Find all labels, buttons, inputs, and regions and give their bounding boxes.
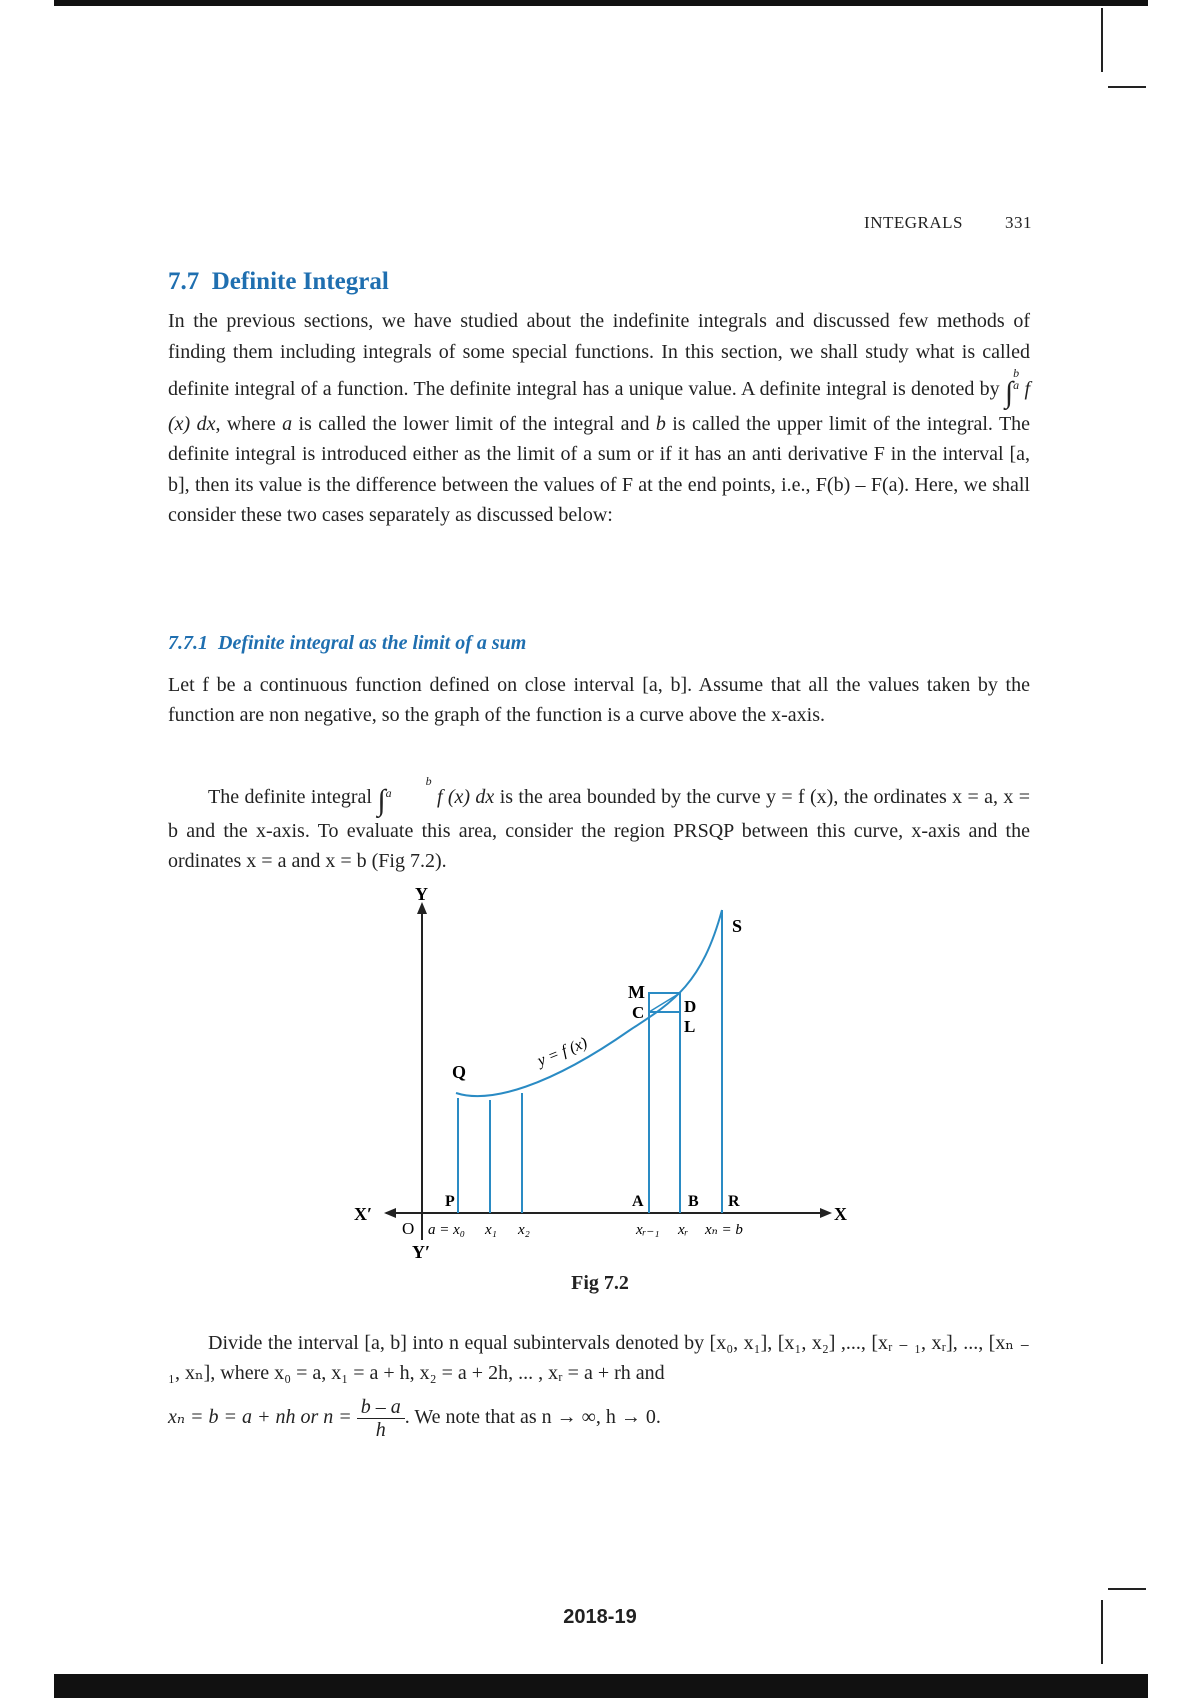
para1-text1: In the previous sections, we have studied about the indefinite integrals and discussed few methods of finding them including integrals of some special functions. In this section, we shall study what is called definite integral of a function. The definite integral has a unique value. A definite integral is denoted by bbox=[168, 310, 1030, 400]
crop-mark-top-horizontal bbox=[1108, 86, 1146, 88]
para1-text4: is called the upper limit of the integral. The definite integral is introduced either as the limit of a sum or if it has an anti derivative F in the interval [a, b], then its value is the difference between the values of F at the end points, i.e., F(b) – F(a). Here, we shall consider these two cases separately as discussed below: bbox=[168, 412, 1031, 526]
label-y-neg: Y′ bbox=[412, 1242, 431, 1258]
label-L: L bbox=[684, 1017, 696, 1036]
subinterval-paragraph bbox=[168, 1328, 1030, 1441]
para4-line2a: xₙ = b = a + nh or n = bbox=[168, 1406, 352, 1429]
figure-caption: Fig 7.2 bbox=[571, 1272, 629, 1294]
label-curve: y = f (x) bbox=[535, 1034, 590, 1070]
label-x-neg: X′ bbox=[354, 1204, 373, 1224]
tick-x2: x₂ bbox=[518, 1222, 530, 1238]
crop-mark-top-vertical bbox=[1101, 8, 1103, 72]
fraction-n bbox=[357, 1396, 405, 1441]
integral-sign: ∫ bbox=[377, 784, 386, 817]
subsection-title: Definite integral as the limit of a sum bbox=[218, 632, 527, 654]
para4-line2b: . We note that as n → ∞, h → 0. bbox=[404, 1406, 661, 1429]
running-header bbox=[864, 213, 1032, 233]
fraction-numerator: b – a bbox=[357, 1396, 405, 1419]
bottom-border bbox=[54, 1674, 1148, 1698]
crop-mark-bottom-horizontal bbox=[1108, 1588, 1146, 1590]
x-axis-neg-arrow bbox=[384, 1208, 396, 1218]
tick-xr1: xᵣ₋₁ bbox=[636, 1222, 660, 1238]
tick-x0: a = x₀ bbox=[428, 1222, 465, 1238]
label-P: P bbox=[445, 1193, 455, 1210]
running-title: INTEGRALS bbox=[864, 213, 963, 232]
footer-year: 2018-19 bbox=[563, 1606, 637, 1628]
var-a: a bbox=[282, 412, 293, 435]
integrand: f (x) dx bbox=[168, 378, 1030, 435]
label-Q: Q bbox=[452, 1062, 467, 1082]
section-heading bbox=[168, 268, 389, 296]
para2-text: Let f be a continuous function defined on close interval [a, b]. Assume that all the values taken by the function are non negative, so the graph of the function is a curve above the x-axis. bbox=[168, 674, 1030, 726]
figure-7-2 bbox=[340, 888, 860, 1258]
subsection-number: 7.7.1 bbox=[168, 632, 208, 654]
subsection-heading bbox=[168, 632, 526, 655]
fraction-denominator: h bbox=[375, 1419, 386, 1441]
label-origin: O bbox=[402, 1219, 415, 1238]
tick-x1: x₁ bbox=[485, 1222, 497, 1238]
integrand: f (x) dx bbox=[436, 786, 495, 808]
var-b: b bbox=[655, 412, 666, 435]
limit-sum-paragraph bbox=[168, 670, 1030, 730]
para4-line2 bbox=[168, 1396, 1030, 1441]
label-M: M bbox=[628, 982, 645, 1002]
label-S: S bbox=[732, 916, 743, 936]
para1-text3: is called the lower limit of the integral and bbox=[298, 412, 650, 435]
top-border bbox=[54, 0, 1148, 6]
para1-text2: , where bbox=[215, 412, 276, 435]
label-C: C bbox=[632, 1003, 645, 1022]
label-y: Y bbox=[415, 888, 428, 904]
strip-diagonal bbox=[649, 993, 680, 1012]
para3-text2: is the area bounded by the curve y = f (x), the ordinates x = a, x = b and the x-axis. To evaluate this area, consider the region PRSQP between this curve, x-axis and the ordinates x = a and x = b (Fig 7.2). bbox=[168, 786, 1031, 872]
tick-xn: xₙ = b bbox=[705, 1222, 743, 1238]
x-axis-arrow bbox=[820, 1208, 832, 1218]
label-x: X bbox=[834, 1204, 847, 1224]
integral-limits: b a bbox=[1013, 366, 1020, 392]
label-R: R bbox=[728, 1193, 740, 1210]
integral-limits: b a bbox=[385, 774, 432, 800]
section-number: 7.7 bbox=[168, 268, 200, 295]
section-title: Definite Integral bbox=[211, 268, 389, 295]
label-B: B bbox=[688, 1193, 699, 1210]
tick-xr: xᵣ bbox=[678, 1222, 689, 1238]
page-number: 331 bbox=[1005, 213, 1032, 232]
area-paragraph bbox=[168, 775, 1030, 876]
integral-sign: ∫ bbox=[1004, 376, 1014, 409]
label-A: A bbox=[632, 1193, 644, 1210]
intro-paragraph bbox=[168, 306, 1030, 531]
para3-text1: The definite integral bbox=[208, 786, 372, 808]
para4-line1: Divide the interval [a, b] into n equal subintervals denoted by [x₀, x₁], [x₁, x₂] ,..., [xᵣ ₋ ₁, xᵣ], ..., [xₙ ₋ ₁, xₙ], where x₀ = a, x₁ = a + h, x₂ = a + 2h, ... , xᵣ = a + rh and bbox=[168, 1332, 1030, 1384]
integral-expression-2 bbox=[377, 774, 495, 817]
curve-y-equals-fx bbox=[456, 910, 722, 1096]
label-D: D bbox=[684, 997, 697, 1016]
